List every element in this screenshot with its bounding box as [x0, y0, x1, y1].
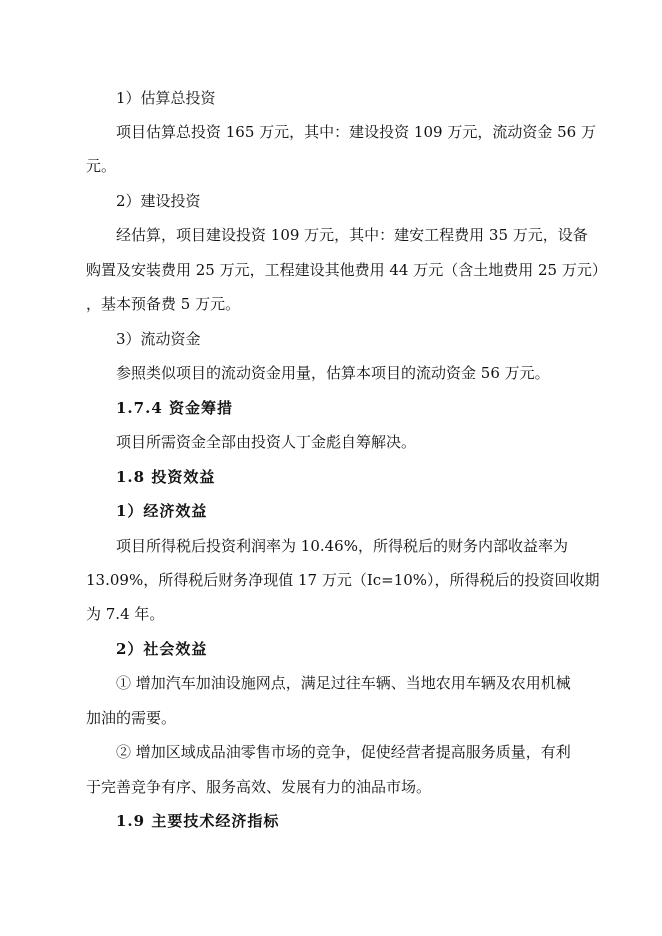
funding-line: 项目所需资金全部由投资人丁金彪自筹解决。: [116, 433, 417, 451]
estimate-total-line: 元。: [86, 157, 117, 175]
economic-line: 项目所得税后投资利润率为 10.46%，所得税后的财务内部收益率为: [116, 537, 568, 555]
construction-line: 购置及安装费用 25 万元，工程建设其他费用 44 万元（含土地费用 25 万元）: [86, 261, 607, 279]
social-item-line: 加油的需要。: [86, 709, 177, 727]
benefit-heading: 1.8 投资效益: [116, 468, 216, 486]
social-item-line: 于完善竞争有序、服务高效、发展有力的油品市场。: [86, 778, 432, 796]
social-heading: 2）社会效益: [116, 640, 208, 658]
social-item-line: ① 增加汽车加油设施网点，满足过往车辆、当地农用车辆及农用机械: [116, 674, 571, 692]
estimate-total-heading: 1）估算总投资: [116, 89, 216, 107]
economic-heading: 1）经济效益: [116, 502, 208, 520]
economic-line: 为 7.4 年。: [86, 605, 165, 623]
working-capital-heading: 3）流动资金: [116, 330, 201, 348]
estimate-total-line: 项目估算总投资 165 万元，其中：建设投资 109 万元，流动资金 56 万: [116, 123, 596, 141]
economic-line: 13.09%，所得税后财务净现值 17 万元（Ic=10%），所得税后的投资回收期: [86, 571, 600, 589]
working-capital-line: 参照类似项目的流动资金用量，估算本项目的流动资金 56 万元。: [116, 364, 550, 382]
construction-line: ，基本预备费 5 万元。: [86, 295, 241, 313]
funding-heading: 1.7.4 资金筹措: [116, 399, 233, 417]
construction-line: 经估算，项目建设投资 109 万元，其中：建安工程费用 35 万元，设备: [116, 226, 588, 244]
social-item-line: ② 增加区域成品油零售市场的竞争，促使经营者提高服务质量，有利: [116, 743, 571, 761]
construction-heading: 2）建设投资: [116, 192, 201, 210]
indicators-heading: 1.9 主要技术经济指标: [116, 812, 280, 830]
